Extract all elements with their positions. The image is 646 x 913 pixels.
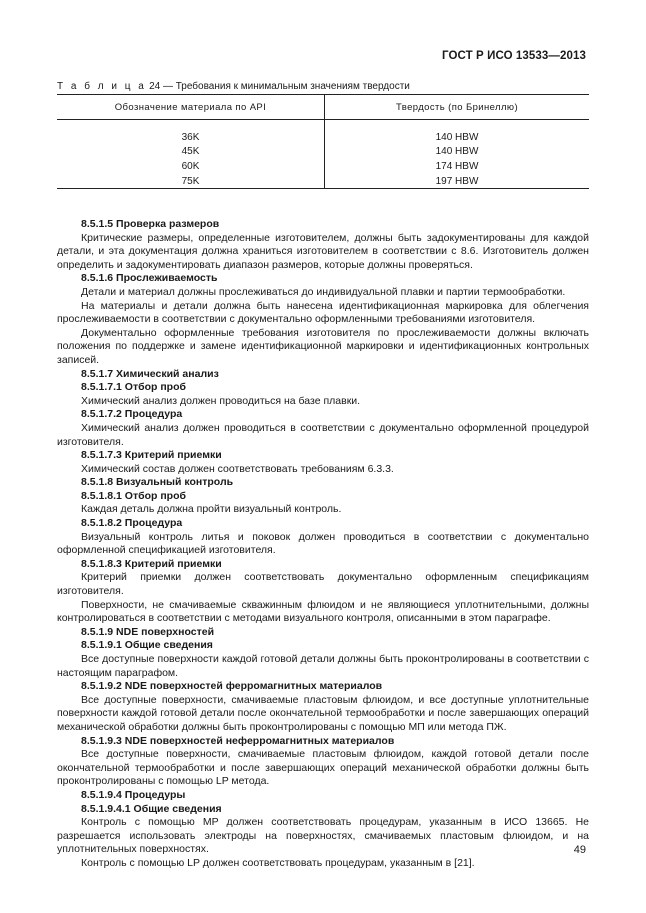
section-heading: 8.5.1.5 Проверка размеров — [81, 218, 220, 230]
table-caption-label: Т а б л и ц а — [57, 81, 147, 92]
section-heading: 8.5.1.9.4.1 Общие сведения — [81, 802, 222, 815]
document-header: ГОСТ Р ИСО 13533—2013 — [441, 50, 586, 62]
section-heading: 8.5.1.7.3 Критерий приемки — [81, 449, 222, 462]
section-heading: 8.5.1.9.3 NDE поверхностей неферромагнитных материалов — [81, 734, 395, 747]
body-paragraph: Контроль с помощью LP должен соответствовать процедурам, указанным в [21]. — [81, 856, 475, 869]
body-paragraph: Контроль с помощью MP должен соответствовать процедурам, указанным в ИСО 13665. Не разрешается использовать электроды на поверхностях, смачиваемых пластовым флюидом, и на уплотнительных поверхностях. — [57, 816, 589, 856]
material-cell: 45K — [57, 145, 325, 160]
column-header-material: Обозначение материала по API — [57, 95, 325, 120]
table-row — [57, 174, 589, 189]
table-row — [57, 130, 589, 145]
document-body — [57, 218, 589, 871]
body-paragraph: Критические размеры, определенные изготовителем, должны быть задокументированы для каждой детали, и эта документация должна храниться изготовителем в соответствии с 8.6. Изготовитель должен определить и задокументировать диапазон размеров, которые должны проверяться. — [57, 231, 589, 271]
section-heading: 8.5.1.9 NDE поверхностей — [81, 625, 215, 638]
section-heading: 8.5.1.8 Визуальный контроль — [81, 476, 234, 489]
page-number: 49 — [573, 844, 586, 856]
body-paragraph: На материалы и детали должна быть нанесена идентификационная маркировка для облегчения прослеживаемости в соответствии с документально оформленными требованиями изготовителя. — [57, 299, 589, 326]
body-paragraph: Визуальный контроль литья и поковок должен проводиться в соответствии с документально оформленной спецификацией изготовителя. — [57, 530, 589, 557]
table-spacer-row — [57, 120, 589, 131]
body-paragraph: Поверхности, не смачиваемые скважинным флюидом и не являющиеся уплотнительными, должны контролироваться в соответствии с методами визуального контроля, описанными в этом параграфе. — [57, 598, 589, 625]
section-heading: 8.5.1.8.3 Критерий приемки — [81, 557, 222, 570]
body-paragraph: Все доступные поверхности каждой готовой детали должны быть проконтролированы в соответствии с настоящим параграфом. — [57, 653, 589, 679]
table-row — [57, 159, 589, 174]
body-paragraph: Химический анализ должен проводиться на базе плавки. — [81, 394, 361, 407]
body-paragraph: Все доступные поверхности, смачиваемые пластовым флюидом, каждой готовой детали после окончательной термообработки и после завершающих операций механической обработки должны быть проконтролированы с помощью LP метода. — [57, 748, 589, 788]
section-heading: 8.5.1.9.1 Общие сведения — [81, 639, 213, 652]
table-row — [57, 145, 589, 160]
body-paragraph: Химический анализ должен проводиться в соответствии с документально оформленной процедурой изготовителя. — [57, 421, 589, 448]
table-caption — [57, 81, 410, 92]
body-paragraph: Критерий приемки должен соответствовать документально оформленным спецификациям изготовителя. — [57, 571, 589, 598]
body-paragraph: Химический состав должен соответствовать требованиям 6.3.3. — [81, 462, 394, 475]
hardness-cell: 140 HBW — [435, 131, 479, 143]
hardness-cell: 174 HBW — [435, 160, 479, 172]
section-heading: 8.5.1.9.4 Процедуры — [81, 788, 186, 801]
hardness-table — [57, 94, 589, 189]
section-heading: 8.5.1.7 Химический анализ — [81, 367, 219, 380]
section-heading: 8.5.1.8.2 Процедура — [81, 517, 183, 530]
table-caption-text: 24 — Требования к минимальным значениям твердости — [149, 81, 410, 92]
table-header-row — [57, 95, 589, 120]
column-header-hardness: Твердость (по Бринеллю) — [325, 95, 590, 120]
material-cell: 75K — [57, 174, 325, 189]
body-paragraph: Все доступные поверхности, смачиваемые пластовым флюидом, и все доступные уплотнительные поверхности каждой готовой детали после окончательной термообработки и после завершающих операций механической обработки должны быть проконтролированы с помощью МП или метода ПЖ. — [57, 693, 589, 733]
body-paragraph: Детали и материал должны прослеживаться до индивидуальной плавки и партии термообработки. — [81, 285, 566, 298]
section-heading: 8.5.1.7.2 Процедура — [81, 408, 183, 421]
material-cell: 60K — [57, 159, 325, 174]
hardness-cell: 197 HBW — [325, 174, 590, 189]
body-paragraph: Каждая деталь должна пройти визуальный контроль. — [81, 503, 342, 516]
section-heading: 8.5.1.9.2 NDE поверхностей ферромагнитных материалов — [81, 680, 383, 693]
section-heading: 8.5.1.8.1 Отбор проб — [81, 489, 186, 502]
section-heading: 8.5.1.6 Прослеживаемость — [81, 272, 218, 285]
hardness-cell: 140 HBW — [435, 146, 479, 158]
section-heading: 8.5.1.7.1 Отбор проб — [81, 381, 186, 394]
material-cell: 36K — [57, 130, 325, 145]
body-paragraph: Документально оформленные требования изготовителя по прослеживаемости должны включать положения по поддержке и замене идентификационной маркировки и идентификационных контрольных записей. — [57, 326, 589, 366]
